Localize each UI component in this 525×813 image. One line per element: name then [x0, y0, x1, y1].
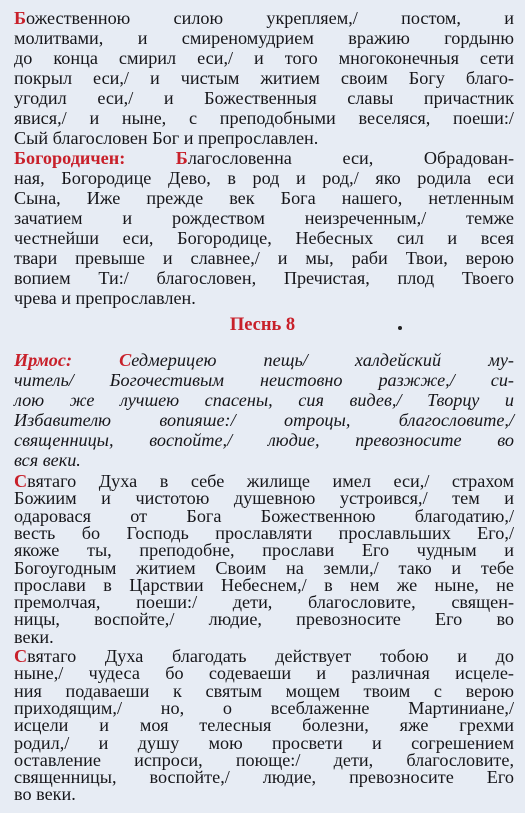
text-line: Святаго Духа в себе жилище имел еси,/ страхом — [14, 471, 514, 491]
text-line: Богородичен: Благословенна еси, Обрадован- — [14, 148, 514, 168]
text-line: Божиим и чистотою душевною устроився,/ тем и — [14, 488, 514, 509]
text-line: ния подаваеши к святым мощем твоим с верою — [14, 680, 514, 701]
drop-initial: Б — [14, 8, 27, 28]
text-line: премолчая, поеши:/ дети, благословите, священ- — [14, 592, 514, 613]
text-line: Божественною силою укрепляем,/ постом, и — [14, 8, 514, 28]
irmos-label: Ирмос: С — [14, 350, 132, 370]
text-line: Святаго Духа благодать действует тобою и до — [14, 646, 514, 666]
text-line: весть бо Господь прославляти прославльших Его,/ — [14, 522, 514, 543]
text-line: читель/ Богочестивым неистовно разжже,/ си- — [14, 370, 514, 390]
text-line: исцели и моя телесныя болезни, яже грехми — [14, 715, 514, 736]
text-line: честнейши еси, Богородице, Небесных сил и всея — [14, 228, 514, 248]
ode-heading: Песнь 8 — [229, 315, 296, 335]
text-line: до конца смирил еси,/ и того многоконечныя сети — [14, 48, 514, 68]
text-line: твари превыше и славнее,/ и мы, раби Твои, верою — [14, 248, 514, 268]
drop-initial: С — [14, 471, 28, 491]
text-line: зачатием и рождеством неизреченным,/ темже — [14, 208, 514, 228]
text-line: молитвами, и смиреномудрием вражию гордыню — [14, 28, 514, 48]
text-line: Сый благословен Бог и препрославлен. — [14, 128, 319, 148]
text-line: священницы, воспойте,/ людие, превозносите во — [14, 430, 514, 450]
text-line: во веки. — [14, 784, 76, 805]
text-line: ныне,/ чудеса бо содеваеши и различная исцеле- — [14, 663, 514, 684]
text-line: вопием Ти:/ благословен, Пречистая, плод Твоего — [14, 268, 514, 288]
text-line: Ирмос: Седмерицею пещь/ халдейский му- — [14, 350, 514, 370]
text-line: Избавителю вопияше:/ отроцы, благословите,/ — [14, 410, 514, 430]
ink-dot — [398, 326, 402, 330]
text-line: родил,/ и душу мою просвети и согрешением — [14, 732, 514, 753]
text-line: Сына, Иже прежде век Бога нашего, нетленным — [14, 188, 514, 208]
text-line: лою же лучшею спасены, сия видев,/ Творцу и — [14, 390, 514, 410]
text-line: якоже ты, преподобне, прослави Его чудным и — [14, 540, 514, 561]
text-line: прослави в Царствии Небеснем,/ в нем же ныне, не — [14, 574, 514, 595]
text-line: ная, Богородице Дево, в род и род,/ яко родила еси — [14, 168, 514, 188]
text-line: приходящим,/ но, о всеблаженне Мартиниане,/ — [14, 697, 514, 718]
text-line: покрыл еси,/ и чистым житием своим Богу благо- — [14, 68, 514, 88]
text-line: веки. — [14, 626, 54, 647]
text-line: вся веки. — [14, 450, 81, 470]
text-line: ницы, воспойте,/ людие, превозносите Его во — [14, 609, 514, 630]
text-line: чрева и препрославлен. — [14, 288, 196, 308]
text-line: священницы, воспойте,/ людие, превозносите Его — [14, 767, 514, 788]
theotokion-label: Богородичен: Б — [14, 148, 188, 168]
text-line: оставление испроси, поюще:/ дети, благословите, — [14, 749, 514, 770]
text-line: угодил еси,/ и Божественныя славы причастник — [14, 88, 514, 108]
text-line: Богоугодным житием Своим на земли,/ тако и тебе — [14, 557, 514, 578]
drop-initial: С — [14, 646, 28, 666]
text-line: одаровася от Бога Божественною благодатию,/ — [14, 505, 514, 526]
text-line: явися,/ и ныне, с преподобными веселяся, поеши:/ — [14, 108, 514, 128]
